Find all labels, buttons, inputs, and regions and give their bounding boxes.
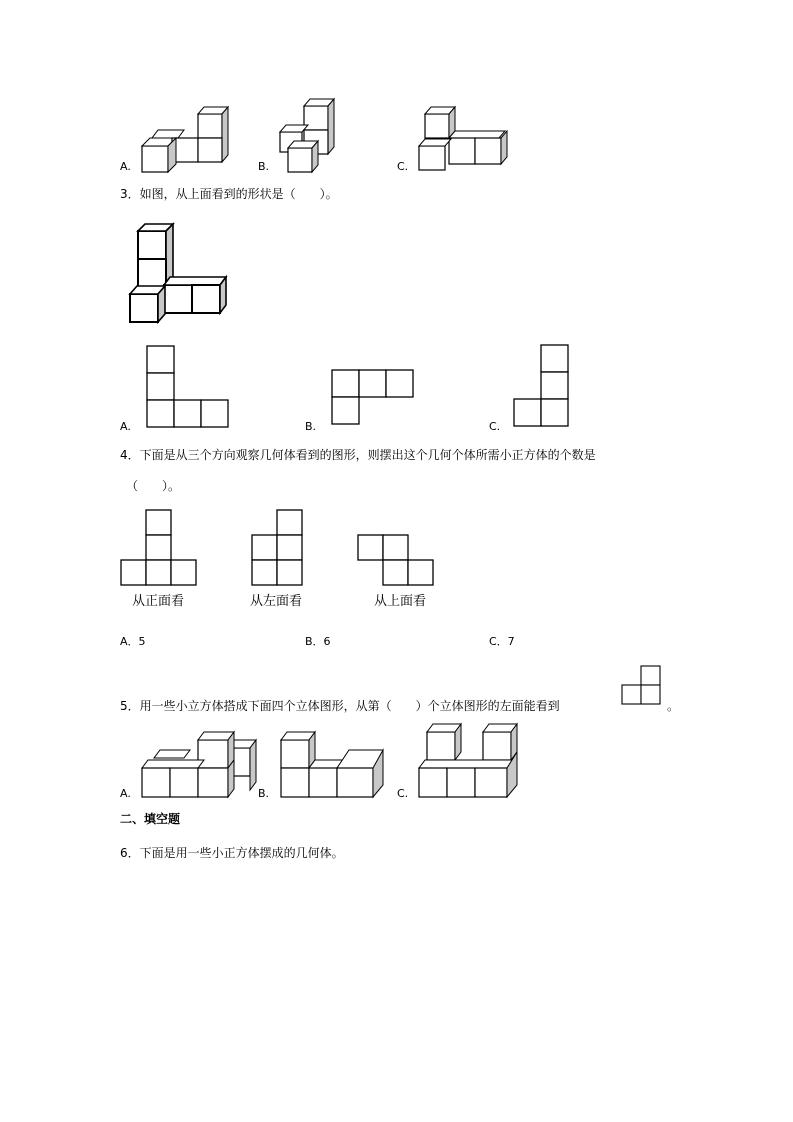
- q4-option-c[interactable]: C．7: [489, 635, 515, 648]
- q5-stem-end: 。: [667, 699, 680, 713]
- q4-front-view-caption: 从正面看: [132, 594, 185, 609]
- q4-option-a[interactable]: A．5: [120, 635, 146, 648]
- q6-stem: 6．下面是用一些小正方体摆成的几何体。: [120, 846, 344, 860]
- q4-left-view-grid: [251, 509, 305, 587]
- q2-option-b-label[interactable]: B.: [258, 160, 270, 173]
- q3-stem: 3．如图，从上面看到的形状是（ ）。: [120, 187, 338, 201]
- q4-option-b[interactable]: B．6: [305, 635, 331, 648]
- q4-left-view-caption: 从左面看: [250, 594, 303, 609]
- q3-option-a-grid: [146, 345, 230, 429]
- q3-solid-figure: [128, 222, 228, 324]
- q5-option-c-figure: [417, 722, 525, 800]
- q2-option-a-figure: [140, 104, 235, 172]
- q5-stem: 5．用一些小立方体搭成下面四个立体图形，从第（ ）个立体图形的左面能看到: [120, 699, 560, 713]
- q4-top-view-grid: [357, 534, 437, 588]
- q3-option-b-label[interactable]: B.: [305, 420, 317, 433]
- q5-option-c-label[interactable]: C.: [397, 787, 409, 800]
- q4-stem-line2: （ ）。: [126, 479, 181, 493]
- q2-option-a-label[interactable]: A.: [120, 160, 131, 173]
- q3-option-b-grid: [331, 369, 415, 427]
- q5-option-b-label[interactable]: B.: [258, 787, 270, 800]
- q5-left-view-icon: [621, 665, 663, 707]
- q3-option-c-label[interactable]: C.: [489, 420, 501, 433]
- q2-option-c-label[interactable]: C.: [397, 160, 409, 173]
- q4-top-view-caption: 从上面看: [374, 594, 427, 609]
- section-title: 二、填空题: [120, 812, 181, 826]
- q4-stem-line1: 4．下面是从三个方向观察几何体看到的图形，则摆出这个几何个体所需小正方体的个数是: [120, 448, 596, 462]
- q3-option-c-grid: [513, 344, 571, 428]
- q2-option-b-figure: [280, 98, 340, 174]
- q4-front-view-grid: [119, 509, 199, 587]
- q3-option-a-label[interactable]: A.: [120, 420, 131, 433]
- q5-option-a-figure: [140, 730, 258, 800]
- q5-option-a-label[interactable]: A.: [120, 787, 131, 800]
- q5-option-b-figure: [279, 730, 387, 800]
- q2-option-c-figure: [417, 106, 509, 172]
